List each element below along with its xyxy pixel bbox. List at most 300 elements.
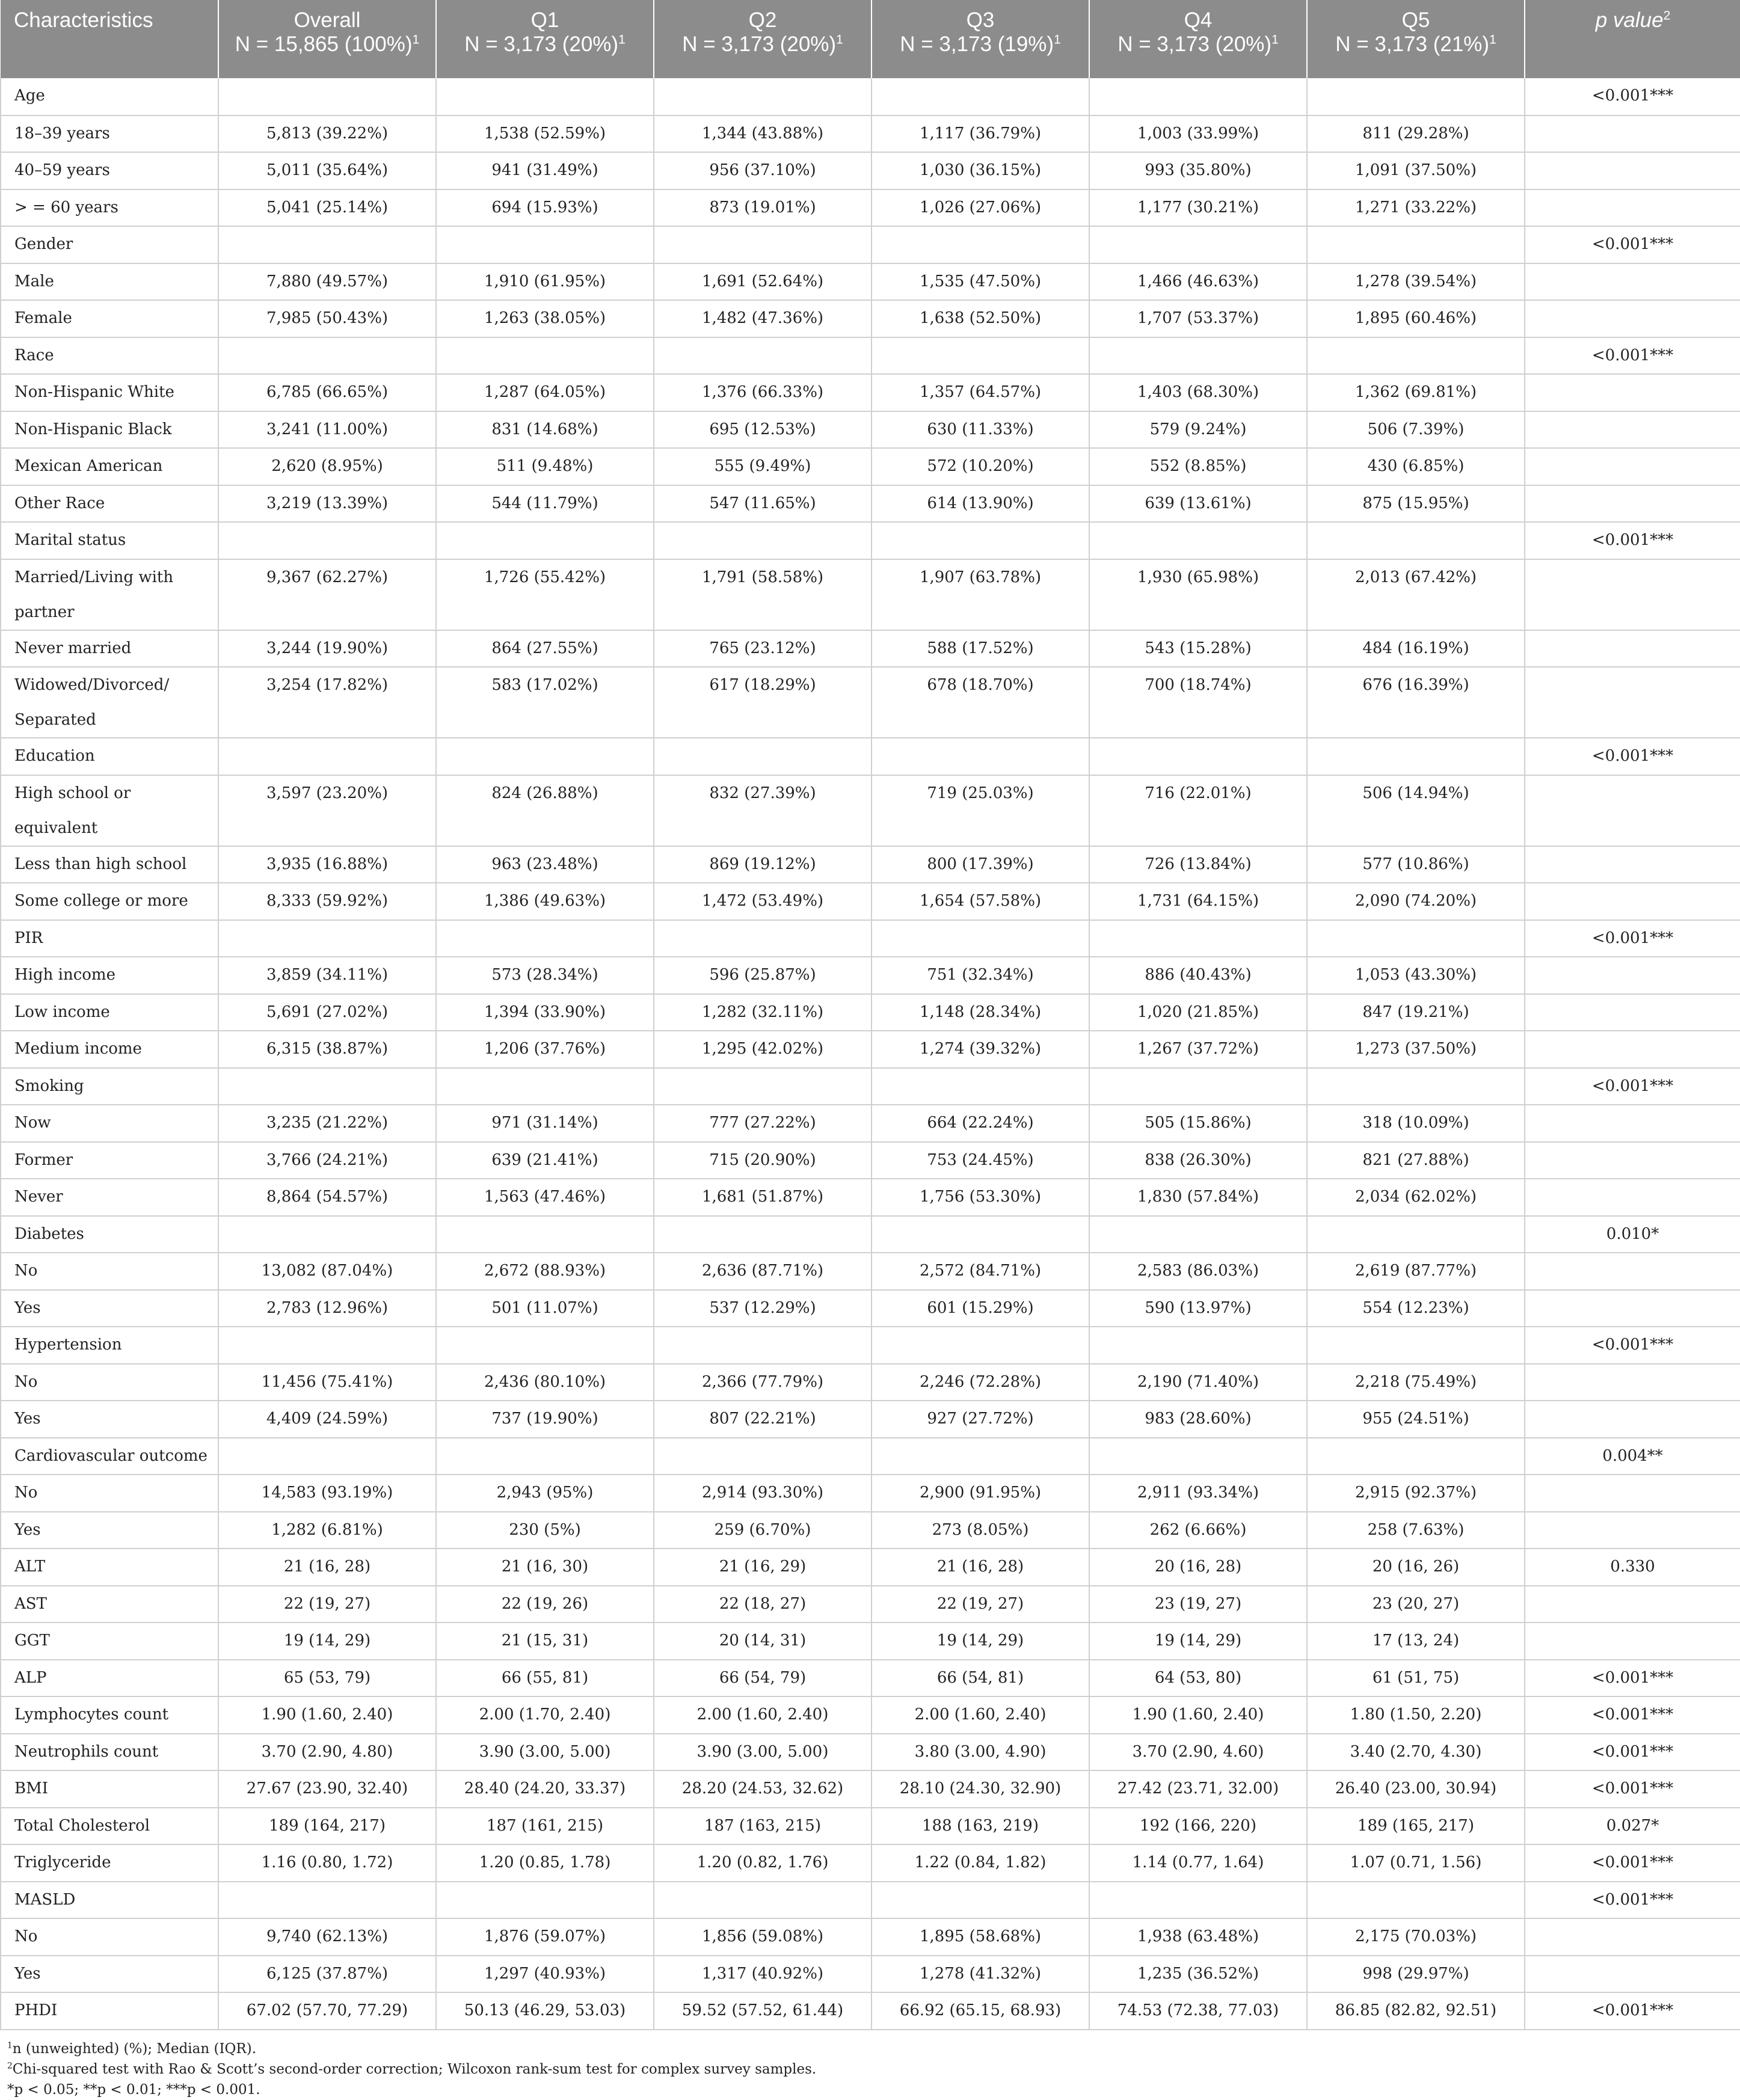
table-cell: 3,219 (13.39%) [218, 485, 436, 523]
row-label: No [1, 1364, 218, 1401]
table-row [1, 411, 1740, 449]
table-cell: 21 (16, 30) [436, 1549, 654, 1586]
table-cell: 963 (23.48%) [436, 846, 654, 883]
row-label: Gender [1, 226, 218, 263]
p-value-cell [1525, 1142, 1740, 1179]
table-cell: 21 (16, 28) [872, 1549, 1089, 1586]
table-cell [218, 1882, 436, 1919]
table-cell: 1,930 (65.98%) [1089, 559, 1307, 630]
table-row [1, 1844, 1740, 1882]
header-q2: Q2 N = 3,173 $(20\%)^1$ [654, 0, 872, 78]
p-value-cell [1525, 1623, 1740, 1660]
table-cell: 66 (55, 81) [436, 1660, 654, 1697]
table-cell: 2,190 (71.40%) [1089, 1364, 1307, 1401]
row-label: Lymphocytes count [1, 1696, 218, 1734]
table-cell: 21 (15, 31) [436, 1623, 654, 1660]
table-cell: 23 (19, 27) [1089, 1586, 1307, 1623]
table-cell: 1,357 (64.57%) [872, 374, 1089, 411]
table-cell: 1,376 (66.33%) [654, 374, 872, 411]
table-cell [218, 1068, 436, 1105]
table-cell: 26.40 (23.00, 30.94) [1307, 1770, 1525, 1808]
table-cell: 1,394 (33.90%) [436, 994, 654, 1031]
table-cell: 2,090 (74.20%) [1307, 883, 1525, 920]
p-value-cell: <0.001*** [1525, 1844, 1740, 1882]
table-cell: 2,619 (87.77%) [1307, 1253, 1525, 1290]
table-cell: 596 (25.87%) [654, 957, 872, 994]
table-cell: 572 (10.20%) [872, 448, 1089, 485]
table-cell: 1,895 (60.46%) [1307, 300, 1525, 337]
table-cell [436, 920, 654, 957]
table-cell: 67.02 (57.70, 77.29) [218, 1992, 436, 2030]
table-cell: 1,907 (63.78%) [872, 559, 1089, 630]
table-cell: 2,636 (87.71%) [654, 1253, 872, 1290]
p-value-cell [1525, 1956, 1740, 1993]
table-cell: 590 (13.97%) [1089, 1290, 1307, 1327]
table-cell: 3.70 (2.90, 4.60) [1089, 1734, 1307, 1771]
table-cell: 847 (19.21%) [1307, 994, 1525, 1031]
footnote [7, 2080, 1740, 2100]
p-value-cell: <0.001*** [1525, 1882, 1740, 1919]
p-value-cell [1525, 846, 1740, 883]
p-value-cell [1525, 1031, 1740, 1068]
table-cell: 543 (15.28%) [1089, 630, 1307, 668]
table-cell: 6,125 (37.87%) [218, 1956, 436, 1993]
table-cell [872, 1216, 1089, 1253]
table-cell: 800 (17.39%) [872, 846, 1089, 883]
table-cell: 869 (19.12%) [654, 846, 872, 883]
table-cell: 66.92 (65.15, 68.93) [872, 1992, 1089, 2030]
table-cell: 832 (27.39%) [654, 775, 872, 846]
table-cell: 192 (166, 220) [1089, 1808, 1307, 1845]
row-label: AST [1, 1586, 218, 1623]
footnote-marker: 2 [7, 2060, 13, 2071]
row-label: ALP [1, 1660, 218, 1697]
table-cell: 511 (9.48%) [436, 448, 654, 485]
table-cell: 1,267 (37.72%) [1089, 1031, 1307, 1068]
table-cell: 715 (20.90%) [654, 1142, 872, 1179]
table-cell: 1,206 (37.76%) [436, 1031, 654, 1068]
table-row [1, 994, 1740, 1031]
table-cell: 777 (27.22%) [654, 1105, 872, 1142]
table-cell: 3,859 (34.11%) [218, 957, 436, 994]
p-value-cell: 0.004** [1525, 1438, 1740, 1475]
table-cell: 1,535 (47.50%) [872, 263, 1089, 301]
table-cell: 1,876 (59.07%) [436, 1918, 654, 1956]
table-cell: 1,282 (32.11%) [654, 994, 872, 1031]
table-cell: 1,362 (69.81%) [1307, 374, 1525, 411]
table-cell: 1,830 (57.84%) [1089, 1179, 1307, 1216]
table-row [1, 1105, 1740, 1142]
table-cell: 1,731 (64.15%) [1089, 883, 1307, 920]
footnote [7, 2039, 1740, 2059]
table-cell: 1,895 (58.68%) [872, 1918, 1089, 1956]
table-cell [1089, 226, 1307, 263]
table-cell [1307, 920, 1525, 957]
p-value-cell [1525, 1586, 1740, 1623]
table-cell: 1,638 (52.50%) [872, 300, 1089, 337]
table-cell: 811 (29.28%) [1307, 115, 1525, 153]
row-label: PIR [1, 920, 218, 957]
table-row [1, 667, 1740, 738]
table-cell: 505 (15.86%) [1089, 1105, 1307, 1142]
table-row [1, 1142, 1740, 1179]
table-cell [218, 1327, 436, 1364]
table-cell [872, 78, 1089, 115]
table-cell: 1,278 (41.32%) [872, 1956, 1089, 1993]
table-cell: 23 (20, 27) [1307, 1586, 1525, 1623]
table-row [1, 1660, 1740, 1697]
p-value-cell: <0.001*** [1525, 920, 1740, 957]
table-cell [654, 522, 872, 559]
table-cell: 8,864 (54.57%) [218, 1179, 436, 1216]
table-cell: 927 (27.72%) [872, 1401, 1089, 1438]
table-cell: 1,856 (59.08%) [654, 1918, 872, 1956]
row-label: Married/Living with partner [1, 559, 218, 630]
table-cell: 1,403 (68.30%) [1089, 374, 1307, 411]
table-cell: 19 (14, 29) [1089, 1623, 1307, 1660]
table-header-row [1, 0, 1740, 78]
table-cell [654, 1068, 872, 1105]
p-value-cell [1525, 1290, 1740, 1327]
row-label: High school or equivalent [1, 775, 218, 846]
table-cell: 1,691 (52.64%) [654, 263, 872, 301]
table-cell: 6,315 (38.87%) [218, 1031, 436, 1068]
table-cell: 484 (16.19%) [1307, 630, 1525, 668]
row-label: Non-Hispanic Black [1, 411, 218, 449]
table-cell [872, 1882, 1089, 1919]
p-value-cell: 0.330 [1525, 1549, 1740, 1586]
table-cell [1089, 522, 1307, 559]
table-cell: 993 (35.80%) [1089, 152, 1307, 189]
table-row [1, 1882, 1740, 1919]
table-cell [436, 1327, 654, 1364]
p-value-cell: <0.001*** [1525, 337, 1740, 375]
table-cell: 2,672 (88.93%) [436, 1253, 654, 1290]
table-cell [872, 738, 1089, 775]
table-cell: 1,472 (53.49%) [654, 883, 872, 920]
header-q4: Q4 N = 3,173 $(20\%)^1$ [1089, 0, 1307, 78]
p-value-cell [1525, 115, 1740, 153]
table-cell: 1,482 (47.36%) [654, 300, 872, 337]
row-label: Yes [1, 1401, 218, 1438]
row-label: Race [1, 337, 218, 375]
table-cell: 1.07 (0.71, 1.56) [1307, 1844, 1525, 1882]
table-cell [218, 1216, 436, 1253]
table-cell [218, 738, 436, 775]
table-row [1, 263, 1740, 301]
table-row [1, 1290, 1740, 1327]
table-row [1, 1586, 1740, 1623]
table-cell [1307, 1438, 1525, 1475]
table-cell: 552 (8.85%) [1089, 448, 1307, 485]
table-cell: 3.90 (3.00, 5.00) [436, 1734, 654, 1771]
table-cell: 506 (7.39%) [1307, 411, 1525, 449]
table-cell: 1,117 (36.79%) [872, 115, 1089, 153]
table-cell: 66 (54, 79) [654, 1660, 872, 1697]
table-row [1, 1696, 1740, 1734]
row-label: Neutrophils count [1, 1734, 218, 1771]
row-label: Never married [1, 630, 218, 668]
table-cell: 3,597 (23.20%) [218, 775, 436, 846]
table-cell: 547 (11.65%) [654, 485, 872, 523]
p-value-cell [1525, 994, 1740, 1031]
table-cell [872, 226, 1089, 263]
p-value-cell: <0.001*** [1525, 1660, 1740, 1697]
row-label: 18–39 years [1, 115, 218, 153]
row-label: Age [1, 78, 218, 115]
table-cell: 3,241 (11.00%) [218, 411, 436, 449]
row-label: Medium income [1, 1031, 218, 1068]
row-label: MASLD [1, 1882, 218, 1919]
table-cell: 838 (26.30%) [1089, 1142, 1307, 1179]
table-cell: 1,466 (46.63%) [1089, 263, 1307, 301]
table-cell: 22 (19, 27) [872, 1586, 1089, 1623]
header-q3: Q3 N = 3,173 $(19\%)^1$ [872, 0, 1089, 78]
table-cell: 230 (5%) [436, 1512, 654, 1549]
table-cell: 8,333 (59.92%) [218, 883, 436, 920]
header-q1: Q1 N = 3,173 $(20\%)^1$ [436, 0, 654, 78]
p-value-cell [1525, 883, 1740, 920]
table-cell [654, 337, 872, 375]
table-cell: 695 (12.53%) [654, 411, 872, 449]
p-value-cell: <0.001*** [1525, 1068, 1740, 1105]
table-cell: 1,938 (63.48%) [1089, 1918, 1307, 1956]
p-value-cell [1525, 775, 1740, 846]
table-cell: 1,386 (49.63%) [436, 883, 654, 920]
table-row [1, 1512, 1740, 1549]
table-cell: 676 (16.39%) [1307, 667, 1525, 738]
p-value-cell: 0.010* [1525, 1216, 1740, 1253]
table-cell: 9,367 (62.27%) [218, 559, 436, 630]
table-cell [872, 920, 1089, 957]
table-cell: 2,436 (80.10%) [436, 1364, 654, 1401]
table-cell [1307, 337, 1525, 375]
table-cell [654, 1438, 872, 1475]
table-cell [654, 738, 872, 775]
table-cell: 506 (14.94%) [1307, 775, 1525, 846]
table-row [1, 1364, 1740, 1401]
table-cell [1307, 78, 1525, 115]
table-cell [218, 522, 436, 559]
table-cell: 2,943 (95%) [436, 1475, 654, 1512]
footnote-text: n (unweighted) (%); Median (IQR). [12, 2040, 257, 2057]
table-cell: 719 (25.03%) [872, 775, 1089, 846]
p-value-cell [1525, 957, 1740, 994]
table-cell: 189 (164, 217) [218, 1808, 436, 1845]
table-cell: 64 (53, 80) [1089, 1660, 1307, 1697]
table-cell: 614 (13.90%) [872, 485, 1089, 523]
row-label: High income [1, 957, 218, 994]
table-cell: 617 (18.29%) [654, 667, 872, 738]
header-characteristics: Characteristics [1, 0, 218, 78]
table-cell [1089, 1068, 1307, 1105]
header-overall: Overall N = 15,865 $(100\%)^1$ [218, 0, 436, 78]
table-cell: 1,148 (28.34%) [872, 994, 1089, 1031]
header-q5: Q5 N = 3,173 $(21\%)^1$ [1307, 0, 1525, 78]
table-row [1, 559, 1740, 630]
p-value-cell [1525, 630, 1740, 668]
table-row [1, 78, 1740, 115]
table-cell: 807 (22.21%) [654, 1401, 872, 1438]
row-label: Non-Hispanic White [1, 374, 218, 411]
p-value-cell [1525, 485, 1740, 523]
table-cell: 765 (23.12%) [654, 630, 872, 668]
table-cell [1307, 226, 1525, 263]
table-cell: 2,013 (67.42%) [1307, 559, 1525, 630]
table-row [1, 957, 1740, 994]
table-cell: 1,344 (43.88%) [654, 115, 872, 153]
table-cell: 864 (27.55%) [436, 630, 654, 668]
p-value-cell [1525, 152, 1740, 189]
table-cell: 1,278 (39.54%) [1307, 263, 1525, 301]
row-label: Some college or more [1, 883, 218, 920]
table-cell: 577 (10.86%) [1307, 846, 1525, 883]
table-cell: 5,691 (27.02%) [218, 994, 436, 1031]
row-label: Yes [1, 1956, 218, 1993]
table-cell: 694 (15.93%) [436, 189, 654, 227]
table-cell [1089, 337, 1307, 375]
table-row [1, 1475, 1740, 1512]
table-cell: 2,366 (77.79%) [654, 1364, 872, 1401]
table-cell: 5,041 (25.14%) [218, 189, 436, 227]
table-row [1, 846, 1740, 883]
table-cell: 2,583 (86.03%) [1089, 1253, 1307, 1290]
p-value-cell [1525, 263, 1740, 301]
table-cell [1089, 920, 1307, 957]
table-cell: 1.90 (1.60, 2.40) [1089, 1696, 1307, 1734]
table-cell: 11,456 (75.41%) [218, 1364, 436, 1401]
row-label: Other Race [1, 485, 218, 523]
table-cell: 2.00 (1.60, 2.40) [654, 1696, 872, 1734]
table-cell: 700 (18.74%) [1089, 667, 1307, 738]
table-cell: 3,935 (16.88%) [218, 846, 436, 883]
p-value-cell [1525, 448, 1740, 485]
p-value-cell: <0.001*** [1525, 1734, 1740, 1771]
table-cell: 7,985 (50.43%) [218, 300, 436, 337]
table-cell [436, 1216, 654, 1253]
table-cell [654, 1327, 872, 1364]
table-row [1, 1770, 1740, 1808]
table-cell: 588 (17.52%) [872, 630, 1089, 668]
p-value-cell: <0.001*** [1525, 738, 1740, 775]
table-cell [654, 920, 872, 957]
table-row [1, 1327, 1740, 1364]
table-cell: 1.22 (0.84, 1.82) [872, 1844, 1089, 1882]
table-cell: 1,654 (57.58%) [872, 883, 1089, 920]
table-cell [436, 1068, 654, 1105]
table-cell: 4,409 (24.59%) [218, 1401, 436, 1438]
p-value-cell [1525, 1105, 1740, 1142]
row-label: No [1, 1918, 218, 1956]
table-row [1, 1734, 1740, 1771]
table-cell: 5,813 (39.22%) [218, 115, 436, 153]
table-cell [872, 1068, 1089, 1105]
table-cell: 20 (16, 26) [1307, 1549, 1525, 1586]
table-cell: 544 (11.79%) [436, 485, 654, 523]
table-body [1, 78, 1740, 2030]
table-cell: 1,756 (53.30%) [872, 1179, 1089, 1216]
footnote-marker: 1 [7, 2040, 13, 2050]
table-cell: 2,915 (92.37%) [1307, 1475, 1525, 1512]
table-cell: 639 (21.41%) [436, 1142, 654, 1179]
p-value-cell [1525, 1364, 1740, 1401]
table-cell: 998 (29.97%) [1307, 1956, 1525, 1993]
row-label: GGT [1, 1623, 218, 1660]
table-cell: 14,583 (93.19%) [218, 1475, 436, 1512]
table-row [1, 1031, 1740, 1068]
table-cell [1089, 1216, 1307, 1253]
row-label: PHDI [1, 1992, 218, 2030]
table-row [1, 522, 1740, 559]
table-cell: 1,563 (47.46%) [436, 1179, 654, 1216]
table-row [1, 1918, 1740, 1956]
table-row [1, 1253, 1740, 1290]
p-value-cell: <0.001*** [1525, 1327, 1740, 1364]
table-cell [218, 78, 436, 115]
row-label: ALT [1, 1549, 218, 1586]
table-cell: 1,177 (30.21%) [1089, 189, 1307, 227]
table-cell: 65 (53, 79) [218, 1660, 436, 1697]
table-cell: 28.40 (24.20, 33.37) [436, 1770, 654, 1808]
table-cell: 1,295 (42.02%) [654, 1031, 872, 1068]
p-value-cell [1525, 1253, 1740, 1290]
table-cell: 1,263 (38.05%) [436, 300, 654, 337]
table-row [1, 775, 1740, 846]
table-row [1, 115, 1740, 153]
table-cell: 956 (37.10%) [654, 152, 872, 189]
table-cell: 259 (6.70%) [654, 1512, 872, 1549]
table-cell: 941 (31.49%) [436, 152, 654, 189]
row-label: Cardiovascular outcome [1, 1438, 218, 1475]
p-value-cell [1525, 559, 1740, 630]
table-cell [1089, 738, 1307, 775]
table-row [1, 448, 1740, 485]
table-cell: 3,766 (24.21%) [218, 1142, 436, 1179]
table-cell: 3,254 (17.82%) [218, 667, 436, 738]
table-cell: 875 (15.95%) [1307, 485, 1525, 523]
footnote-text: Chi-squared test with Rao & Scott’s second-order correction; Wilcoxon rank-sum test for complex survey samples. [12, 2061, 817, 2077]
table-cell: 753 (24.45%) [872, 1142, 1089, 1179]
table-cell [436, 226, 654, 263]
table-cell: 3.40 (2.70, 4.30) [1307, 1734, 1525, 1771]
table-row [1, 630, 1740, 668]
row-label: Female [1, 300, 218, 337]
table-cell: 1,681 (51.87%) [654, 1179, 872, 1216]
table-cell: 2,175 (70.03%) [1307, 1918, 1525, 1956]
table-cell: 28.10 (24.30, 32.90) [872, 1770, 1089, 1808]
table-cell: 1,026 (27.06%) [872, 189, 1089, 227]
table-cell [218, 1438, 436, 1475]
table-cell: 2,900 (91.95%) [872, 1475, 1089, 1512]
table-cell: 573 (28.34%) [436, 957, 654, 994]
table-cell: 17 (13, 24) [1307, 1623, 1525, 1660]
table-cell: 630 (11.33%) [872, 411, 1089, 449]
table-cell [436, 337, 654, 375]
table-cell [436, 1438, 654, 1475]
table-cell: 187 (161, 215) [436, 1808, 654, 1845]
table-cell: 1,273 (37.50%) [1307, 1031, 1525, 1068]
table-cell: 19 (14, 29) [218, 1623, 436, 1660]
p-value-cell: <0.001*** [1525, 226, 1740, 263]
p-value-cell: <0.001*** [1525, 522, 1740, 559]
table-cell: 726 (13.84%) [1089, 846, 1307, 883]
table-cell: 1,020 (21.85%) [1089, 994, 1307, 1031]
row-label: 40–59 years [1, 152, 218, 189]
table-cell [1307, 1327, 1525, 1364]
row-label: Widowed/Divorced/ Separated [1, 667, 218, 738]
table-cell: 1,030 (36.15%) [872, 152, 1089, 189]
table-cell: 5,011 (35.64%) [218, 152, 436, 189]
